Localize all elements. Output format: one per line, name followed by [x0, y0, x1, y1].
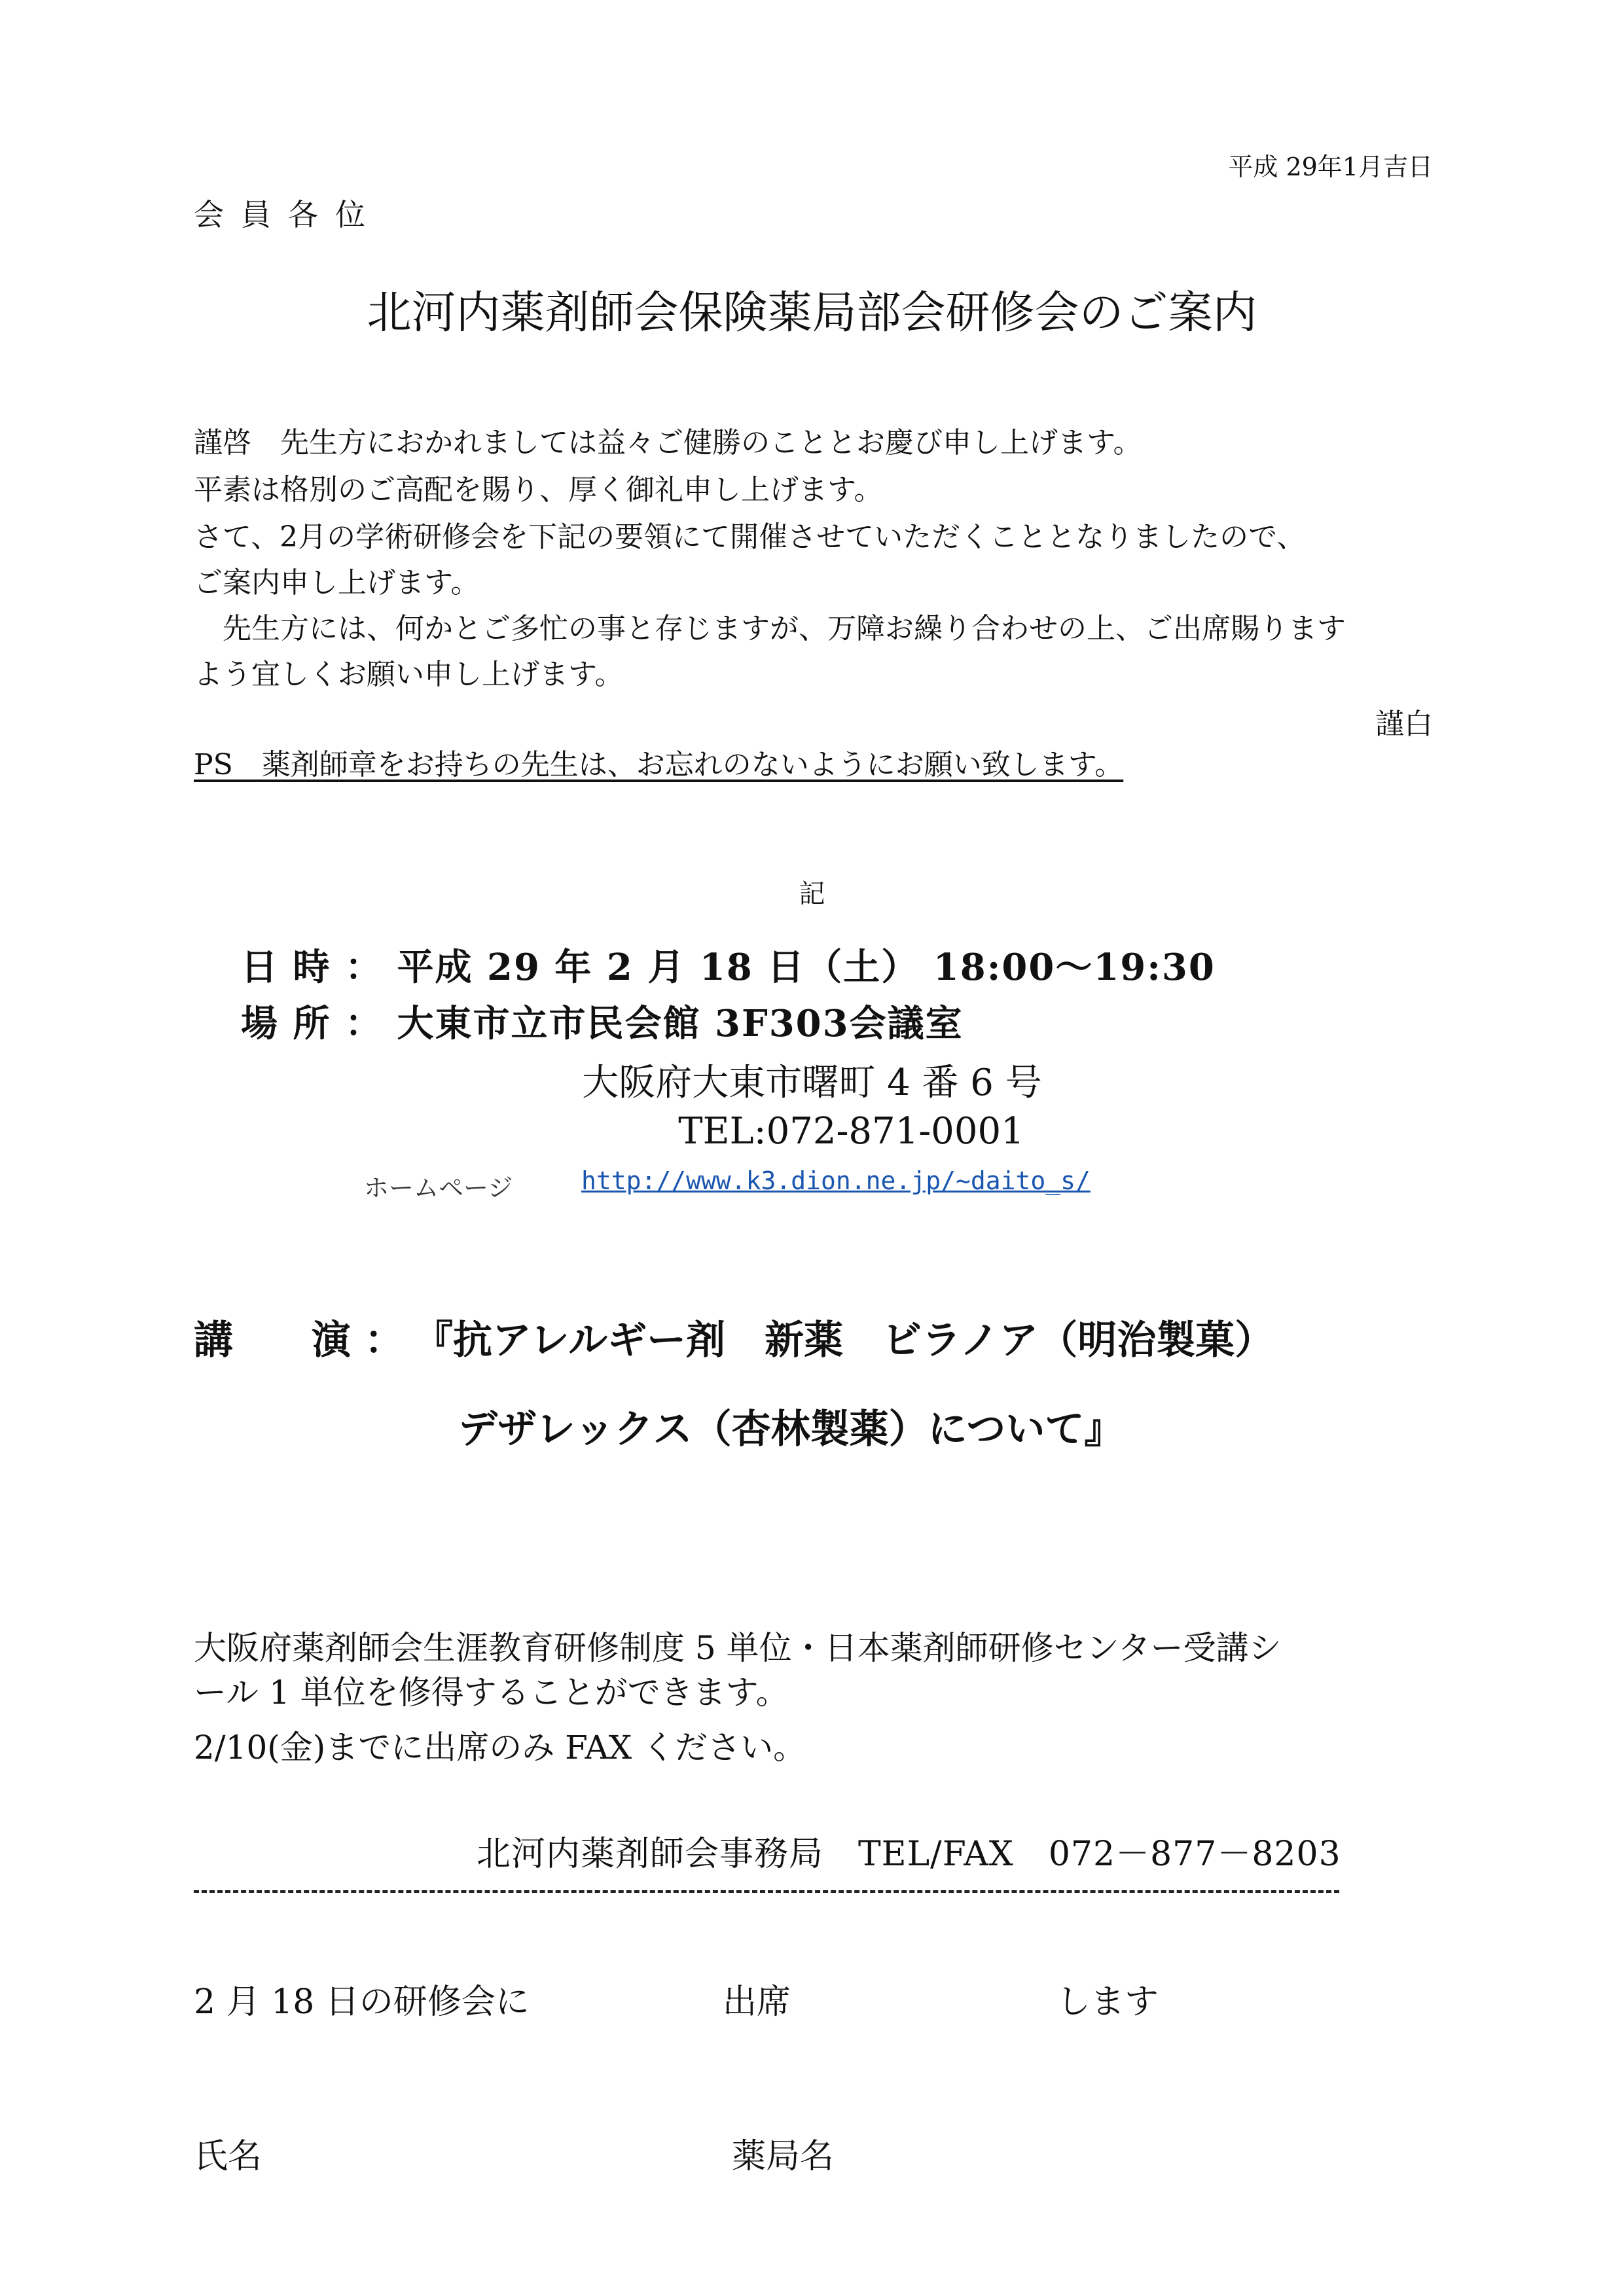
- letter-line: 平素は格別のご高配を賜り、厚く御礼申し上げます。: [194, 473, 883, 507]
- lecture-title-line2: デザレックス（杏林製薬）について』: [458, 1407, 1124, 1452]
- lecture-title-line1: 『抗アレルギー剤 新薬 ビラノア（明治製菓）: [414, 1318, 1274, 1363]
- venue-tel: TEL:072-871-0001: [678, 1110, 1024, 1153]
- credit-info-line2: ール 1 単位を修得することができます。: [194, 1674, 789, 1712]
- page-title: 北河内薬剤師会保険薬局部会研修会のご案内: [367, 287, 1257, 339]
- fax-deadline: 2/10(金)までに出席のみ FAX ください。: [194, 1729, 806, 1767]
- venue-address: 大阪府大東市曙町 4 番 6 号: [582, 1062, 1042, 1104]
- lecture-label: 講 演 ：: [194, 1318, 404, 1363]
- letter-line: よう宜しくお願い申し上げます。: [194, 658, 624, 691]
- event-venue: 場 所 ： 大東市立市民会館 3F303会議室: [241, 1002, 964, 1045]
- recipients-line: 会員各位: [194, 197, 382, 232]
- name-field-label[interactable]: 氏名: [194, 2137, 262, 2176]
- homepage-label: ホームページ: [364, 1174, 513, 1202]
- reply-attendance[interactable]: 出席: [723, 1982, 791, 2022]
- postscript-note: PS 薬剤師章をお持ちの先生は、お忘れのないようにお願い致します。: [194, 748, 1124, 781]
- credit-info-line1: 大阪府薬剤師会生涯教育研修制度 5 単位・日本薬剤師研修センター受講シ: [194, 1629, 1282, 1667]
- reply-event: 2 月 18 日の研修会に: [194, 1982, 530, 2022]
- document-date: 平成 29年1月吉日: [1228, 152, 1433, 181]
- reply-suffix: します: [1056, 1982, 1159, 2022]
- pharmacy-field-label[interactable]: 薬局名: [732, 2137, 835, 2176]
- office-contact: 北河内薬剤師会事務局 TEL/FAX 072－877－8203: [477, 1835, 1341, 1874]
- cut-line-divider: [194, 1890, 1339, 1893]
- letter-line: 謹啓 先生方におかれましては益々ご健勝のこととお慶び申し上げます。: [194, 426, 1142, 459]
- letter-line: ご案内申し上げます。: [194, 566, 480, 600]
- homepage-link[interactable]: http://www.k3.dion.ne.jp/~daito_s/: [581, 1166, 1091, 1195]
- letter-line: 先生方には、何かとご多忙の事と存じますが、万障お繰り合わせの上、ご出席賜ります: [194, 612, 1346, 645]
- letter-line: さて、2月の学術研修会を下記の要領にて開催させていただくこととなりましたので、: [194, 520, 1306, 554]
- closing-word: 謹白: [1375, 708, 1433, 741]
- event-datetime: 日 時 ： 平成 29 年 2 月 18 日（土） 18:00～19:30: [241, 946, 1216, 989]
- notation-mark: 記: [799, 879, 825, 909]
